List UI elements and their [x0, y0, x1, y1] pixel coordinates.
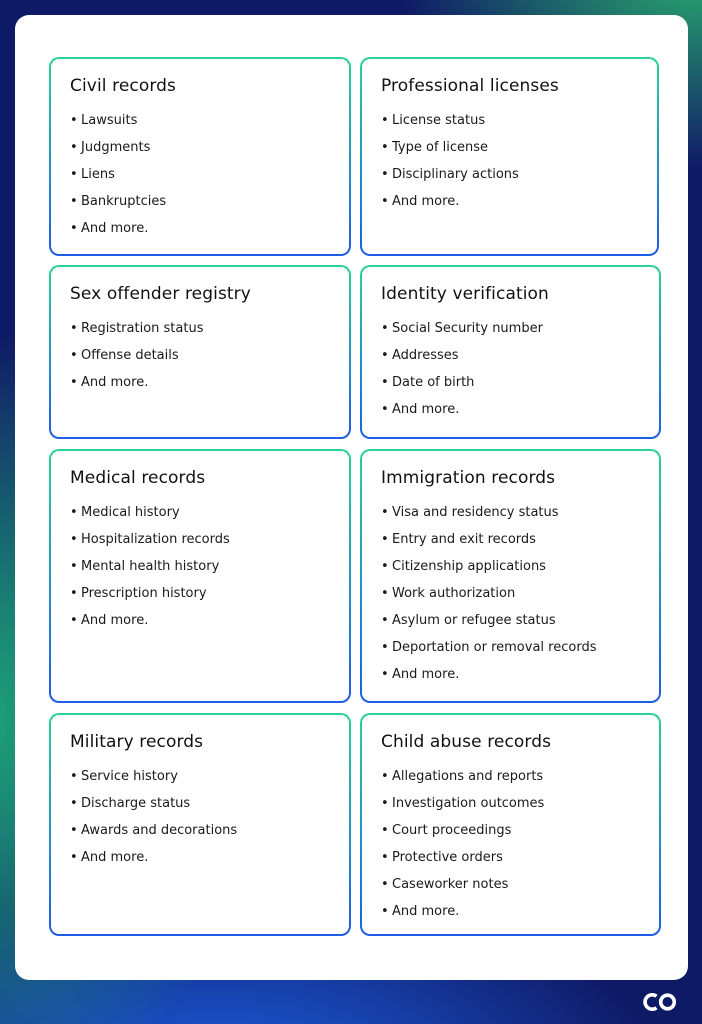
list-item: • Allegations and reports — [381, 769, 544, 784]
list-item: • Mental health history — [70, 559, 220, 574]
list-item: • Asylum or refugee status — [381, 613, 556, 628]
list-item: • And more. — [70, 850, 149, 865]
list-item: • Lawsuits — [70, 113, 138, 128]
card-title: Professional licenses — [381, 76, 559, 96]
list-item: • Registration status — [70, 321, 204, 336]
list-item: • Medical history — [70, 505, 180, 520]
list-item: • Deportation or removal records — [381, 640, 597, 655]
list-item: • Type of license — [381, 140, 489, 155]
card-title: Medical records — [70, 468, 206, 488]
card-sex-offender-registry — [49, 265, 351, 439]
card-list — [70, 505, 230, 640]
list-item: • Awards and decorations — [70, 823, 238, 838]
list-item: • And more. — [381, 194, 460, 209]
card-title: Immigration records — [381, 468, 556, 488]
card-title: Military records — [70, 732, 204, 752]
list-item: • Court proceedings — [381, 823, 512, 838]
list-item: • Service history — [70, 769, 178, 784]
card-civil-records — [49, 57, 351, 256]
list-item: • Offense details — [70, 348, 179, 363]
co-brand-logo-icon — [641, 992, 677, 1012]
list-item: • Investigation outcomes — [381, 796, 545, 811]
list-item: • Disciplinary actions — [381, 167, 519, 182]
list-item: • Bankruptcies — [70, 194, 167, 209]
card-title: Child abuse records — [381, 732, 552, 752]
list-item: • And more. — [381, 402, 460, 417]
card-list — [70, 113, 166, 248]
card-list — [70, 321, 203, 402]
card-professional-licenses — [360, 57, 659, 256]
list-item: • And more. — [70, 221, 149, 236]
list-item: • Work authorization — [381, 586, 516, 601]
list-item: • And more. — [70, 375, 149, 390]
list-item: • Entry and exit records — [381, 532, 536, 547]
list-item: • Discharge status — [70, 796, 191, 811]
list-item: • Visa and residency status — [381, 505, 559, 520]
list-item: • And more. — [70, 613, 149, 628]
card-title: Civil records — [70, 76, 176, 96]
list-item: • And more. — [381, 904, 460, 919]
list-item: • License status — [381, 113, 486, 128]
content-panel — [15, 15, 688, 980]
card-list — [381, 113, 519, 221]
list-item: • Citizenship applications — [381, 559, 546, 574]
list-item: • Protective orders — [381, 850, 503, 865]
list-item: • Addresses — [381, 348, 459, 363]
card-medical-records — [49, 449, 351, 703]
list-item: • Judgments — [70, 140, 151, 155]
card-military-records — [49, 713, 351, 936]
card-list — [381, 321, 543, 429]
card-title: Identity verification — [381, 284, 549, 304]
list-item: • Prescription history — [70, 586, 207, 601]
list-item: • Social Security number — [381, 321, 543, 336]
card-list — [381, 505, 596, 694]
card-list — [70, 769, 237, 877]
list-item: • Date of birth — [381, 375, 475, 390]
list-item: • And more. — [381, 667, 460, 682]
card-list — [381, 769, 544, 931]
card-identity-verification — [360, 265, 661, 439]
card-child-abuse-records — [360, 713, 661, 936]
card-title: Sex offender registry — [70, 284, 251, 304]
list-item: • Hospitalization records — [70, 532, 230, 547]
card-immigration-records — [360, 449, 661, 703]
list-item: • Caseworker notes — [381, 877, 509, 892]
list-item: • Liens — [70, 167, 115, 182]
